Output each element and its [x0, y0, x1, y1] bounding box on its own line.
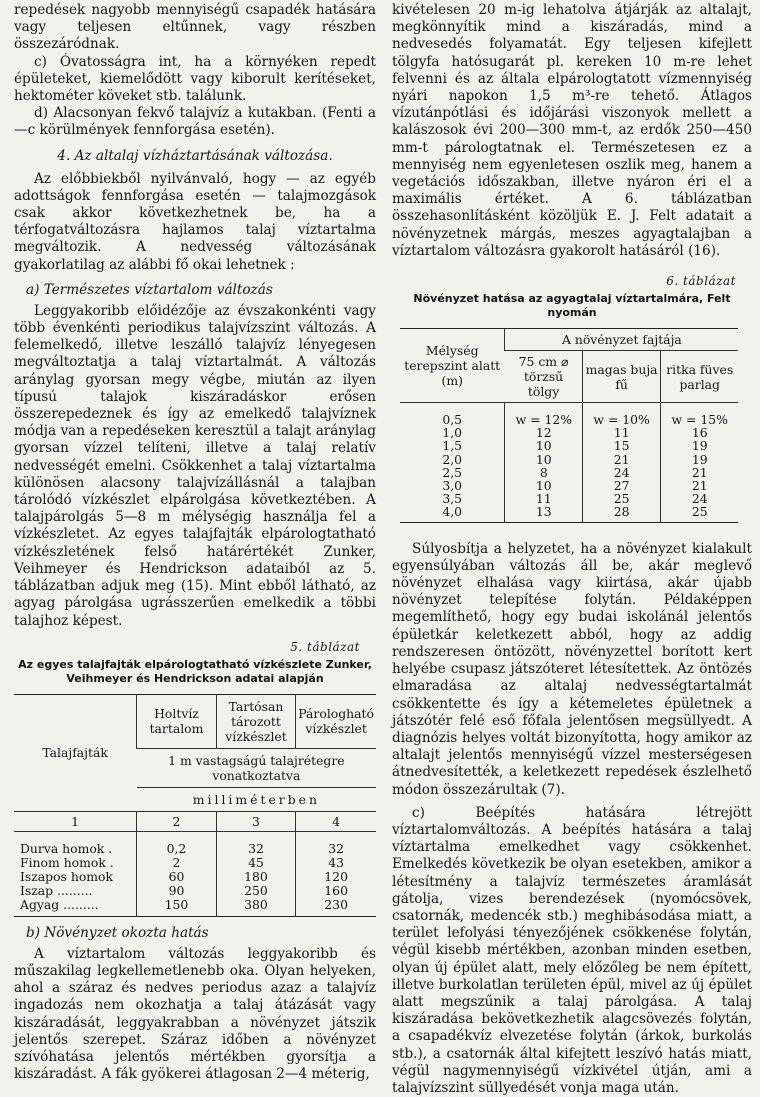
table5 [14, 694, 376, 917]
table6-cell: 15 [583, 439, 661, 452]
table6-col2-head: magas buja fű [583, 351, 661, 403]
paragraph-a: Leggyakoribb előidézője az évszakonkénti vagy több évenkénti periodikus talajvízszint változás. A felemelkedő, illetve leszálló talajvíz lényegesen megváltoztatja a talaj víztartalmát. A változás aránylag gyorsan megy végbe, miután az ilyen típusú talajok kiszáradáskor erősen összerepedeznek és így az emelkedő talajvíznek módja van a repedéseken keresztül a talajt aránylag gyorsan vízzel telíteni, illetve a talaj relatív nedvességét emelni. Csökkenhet a talaj víztartalma különösen alacsony talajvízállásnál a talajban tárolódó vízkészlet elpárolgása következtében. A talajpárolgás 5—8 m mélységig használja fel a vízkészletet. Az egyes talajfajták elpárologtatható vízkészletének felső határértékét Zunker, Veihmeyer és Hendrickson adataiból az 5. táblázatban adjuk meg (15). Mint ebből látható, az agyag párolgása ugrásszerűen emelkedik a többi talajhoz képest. [14, 302, 376, 629]
table6-cell: 10 [505, 439, 583, 452]
table5-num-2: 2 [137, 811, 216, 831]
subsection-b-title: b) Növényzet okozta hatás [26, 924, 209, 941]
table-row [400, 453, 738, 466]
table5-num-3: 3 [216, 811, 296, 831]
table5-cell: 150 [137, 898, 216, 917]
table5-cell: Iszapos homok [20, 868, 114, 884]
table6-cell: 12 [505, 426, 583, 439]
table6-col1-head: 75 cm ⌀ törzsű tölgy [505, 351, 583, 403]
table6-depth-head: Mélység terepszint alatt (m) [400, 329, 505, 403]
table6-cell: 24 [661, 492, 739, 505]
table5-cell: Agyag ......... [20, 896, 99, 912]
table6-cell: 11 [583, 426, 661, 439]
table5-cell: 180 [216, 870, 296, 884]
table6-cell: 1,5 [442, 438, 463, 454]
table6-cell: 28 [583, 505, 661, 522]
table5-cell: 2 [137, 856, 216, 870]
table5-cell: 120 [296, 870, 376, 884]
table6-cell: 8 [505, 466, 583, 479]
table5-label: 5. táblázat [290, 639, 360, 654]
table-row [400, 403, 738, 427]
table6-cell: 2,0 [442, 451, 463, 467]
paragraph-continued: kivételesen 20 m-ig lehatolva átjárják az altalajt, megkönnyítik mind a kiszáradás, mind a nedvesedés folyamatát. Egy teljesen kifejlett tölgyfa hatósugarát pl. kereken 10 m-re lehet felvenni és az általa elpárologtatott vízmennyiség nyári napokon 1,5 m³-re tehető. Átlagos vízutánpótlási és időjárási viszonyok mellett a kalászosok évi 200—300 mm-t, az erdők 250—450 mm-t párologtatnak el. Természetesen ez a mennyiség nem egyenletesen oszlik meg, hanem a vegetációs időszakban, illetve nyáron éri el a maximális értéket. A 6. táblázatban összehasonlításként közöljük E. J. Felt adatait a növényzetnek márgás, meszes agyagtalajban a víztartalom változásra gyakorolt hatásáról (16). [392, 2, 752, 259]
table6-cell: 13 [505, 505, 583, 522]
table6-cell: 24 [583, 466, 661, 479]
table-row [14, 870, 376, 884]
table6-cell: 21 [661, 466, 739, 479]
table5-cell: Finom homok . [20, 854, 114, 870]
table6-cell: 19 [661, 439, 739, 452]
table5-cell: 250 [216, 884, 296, 898]
paragraph-intro: Az előbbiekből nyilvánvaló, hogy — az egyéb adottságok fennforgása esetén — talajmozgások csak akkor következhetnek be, ha a térfogatváltozásra hajlamos talaj víztartalma megváltozik. A nedvesség változásának gyakorlatilag az alábbi fő okai lehetnek : [14, 170, 376, 273]
table5-cell: 0,2 [137, 831, 216, 856]
table5-cell: Iszap ......... [20, 882, 93, 898]
table5-num-1: 1 [14, 811, 137, 831]
table6-cell: w = 15% [661, 403, 739, 427]
table6-cell: 10 [505, 453, 583, 466]
table6-cell: 10 [505, 479, 583, 492]
table6-cell: 4,0 [442, 504, 463, 520]
table-row [14, 856, 376, 870]
table6-cell: 1,0 [442, 425, 463, 441]
table-row [14, 831, 376, 856]
table5-col2-head: Holtvíz tartalom [137, 694, 216, 748]
table6-cell: 11 [505, 492, 583, 505]
paragraph-c: c) Beépítés hatására létrejött víztartalomváltozás. A beépítés hatására a talaj víztartalma emelkedhet vagy csökkenhet. Emelkedés következik be olyan esetekben, amikor a létesítmény a talajvíz természetes áramlását gátolja, vizes berendezések (nyomócsövek, csatornák, medencék stb.) meghibásodása miatt, a terület lefolyási tényezőjének csökkenése folytán, végül kisebb mértékben, azonban minden esetben, olyan új épület alatt, mely előzőleg be nem épített, illetve burkolatlan területen épül, mivel az új épület alatt megszűnik a talaj párolgása. A talaj kiszáradása bekövetkezhetik alagcsövezés folytán, a csapadékvíz elvezetése folytán (árkok, burkolás stb.), a csatornák által kifejtett leszívó hatás miatt, végül nagymennyiségű vízkivétel útján, ami a talajvízszint süllyedését vonja maga után. [392, 804, 752, 1096]
paragraph-b: A víztartalom változás leggyakoribb és műszakilag legkellemetlenebb oka. Olyan helyeken, ahol a száraz és nedves periodus azaz a talajvíz ingadozás nem okozhatja a talaj átázását vagy kiszáradását, leggyakrabban a növényzet játszik jelentős szerepet. Száraz időben a növényzet szívóhatása jelentős mértékben gyorsítja a kiszáradást. A fák gyökerei átlagosan 2—4 méterig, [14, 945, 376, 1083]
table5-cell: 230 [296, 898, 376, 917]
paragraph-heavy: Súlyosbítja a helyzetet, ha a növényzet kialakult egyensúlyában változás áll be, akár meglevő növényzet elhalása vagy kiirtása, akár újabb növényzet telepítése folytán. Példaképpen megemlíthető, hogy egy budai iskolánál jelentős épületkár keletkezett abból, hogy az addig rendszeresen öntözött, növényzettel borított kert helyébe csupasz játszóteret létesítettek. Az öntözés elmaradása az altalaj nedvességtartalmát csökkentette és így a kétemeletes épületnek a játszótér felé eső főfala jelentősen megsüllyedt. A diagnózis helyes voltát bizonyította, hogy amikor az altalajt jelentős mennyiségű vízzel mesterségesen átnedvesítették, a keletkezett repedések észlelhető módon összezárultak (7). [392, 540, 752, 798]
table5-cell: 380 [216, 898, 296, 917]
table6-cell: 3,5 [442, 491, 463, 507]
table-row [14, 884, 376, 898]
table5-cell: 32 [216, 831, 296, 856]
table6-cell: 25 [661, 505, 739, 522]
table5-cell: 60 [137, 870, 216, 884]
left-column [14, 2, 376, 1083]
table-row [400, 439, 738, 452]
table6-cell: 25 [583, 492, 661, 505]
table5-col3-head: Tartósan tározott vízkészlet [216, 694, 296, 748]
table5-cell: 160 [296, 884, 376, 898]
table6-col3-head: ritka füves parlag [661, 351, 739, 403]
section-4-title: 4. Az altalaj vízháztartásának változása. [57, 147, 333, 164]
table6-cell: 21 [661, 479, 739, 492]
table5-title: Az egyes talajfajták elpárologtatható vízkészlete Zunker, Veihmeyer és Hendrickson adatai alapján [18, 657, 372, 685]
table5-span1: 1 m vastagságú talajrétegre vonatkoztatva [137, 748, 376, 787]
table6-title: Növényzet hatása az agyagtalaj víztartalmára, Felt nyomán [413, 292, 731, 320]
table6-group-head: A növényzet fajtája [505, 329, 739, 351]
item-c: c) Óvatosságra int, ha a környéken repedt épületeket, kiemelődött vagy kiborult kerítéseket, hektométer köveket stb. találunk. [14, 53, 376, 105]
table6-label: 6. táblázat [666, 274, 736, 289]
table5-col-head: Talajfajták [14, 694, 137, 811]
table5-num-4: 4 [296, 811, 376, 831]
right-column [392, 2, 752, 1097]
item-d: d) Alacsonyan fekvő talajvíz a kutakban. (Fenti a—c körülmények fennforgása esetén). [14, 105, 376, 139]
table6 [400, 328, 738, 523]
table5-cell: 43 [296, 856, 376, 870]
subsection-a-title: a) Természetes víztartalom változás [26, 281, 273, 298]
table6-cell: 2,5 [442, 464, 463, 480]
paragraph-top: repedések nagyobb mennyiségű csapadék hatására vagy teljesen eltűnnek, vagy részben összezáródnak. [14, 2, 376, 53]
table5-cell: 90 [137, 884, 216, 898]
table5-cell: 32 [296, 831, 376, 856]
table6-cell: 0,5 [442, 412, 463, 428]
table-row [400, 505, 738, 522]
table-row [14, 898, 376, 917]
table6-cell: w = 10% [583, 403, 661, 427]
table5-cell: Durva homok . [20, 840, 113, 856]
table6-cell: 3,0 [442, 478, 463, 494]
table6-cell: w = 12% [505, 403, 583, 427]
table6-cell: 21 [583, 453, 661, 466]
table5-col4-head: Párologható vízkészlet [296, 694, 376, 748]
table6-cell: 27 [583, 479, 661, 492]
table5-cell: 45 [216, 856, 296, 870]
table6-cell: 19 [661, 453, 739, 466]
table5-span2: milliméterben [137, 787, 376, 811]
table6-cell: 16 [661, 426, 739, 439]
